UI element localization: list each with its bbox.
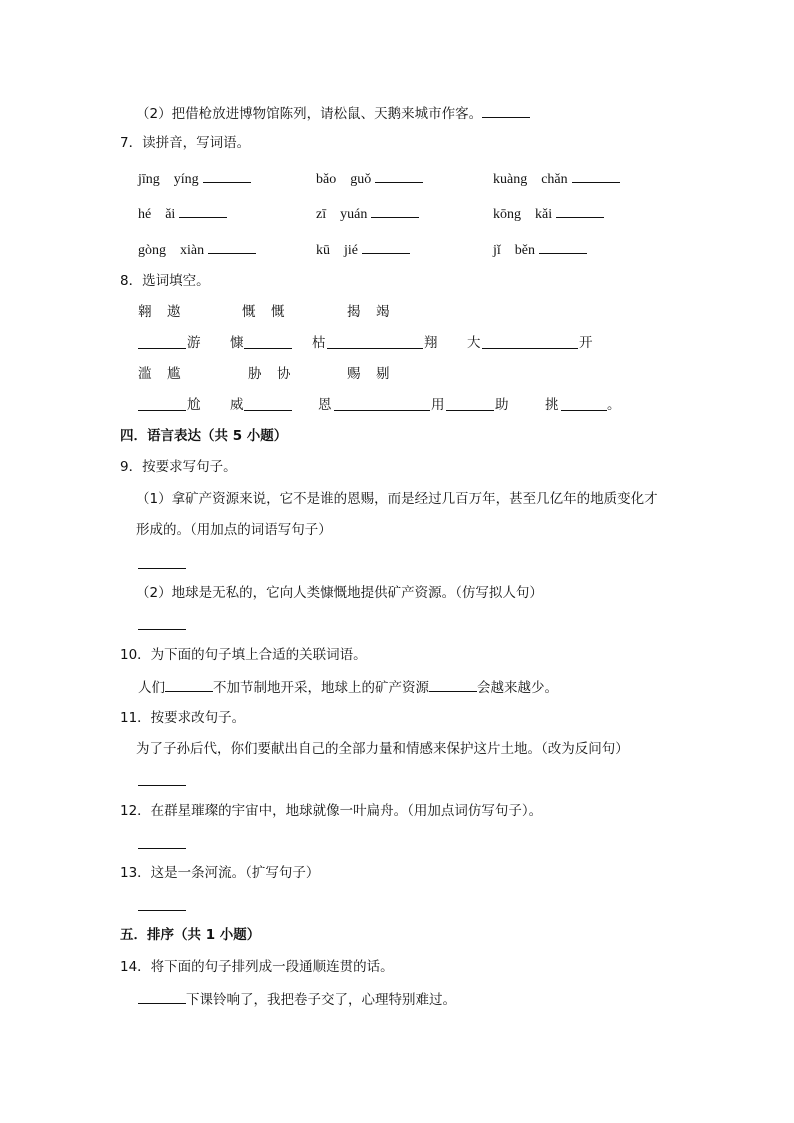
word-choice-pair: 慨 慨: [242, 304, 286, 320]
pinyin-item: jǐ běn: [493, 239, 587, 260]
q9-title: 9．按要求写句子。: [120, 459, 237, 475]
pinyin-item: kōng kǎi: [493, 203, 604, 224]
answer-blank[interactable]: [208, 239, 256, 254]
q13-title: 13．这是一条河流。（扩写句子）: [120, 865, 320, 881]
word-choice-pair: 赐 剔: [347, 366, 391, 382]
pinyin-item: gòng xiàn: [138, 239, 256, 260]
answer-blank[interactable]: [244, 410, 292, 411]
answer-blank[interactable]: [138, 629, 186, 630]
q6-sub2: （2）把借枪放进博物馆陈列，请松鼠、天鹅来城市作客。: [136, 103, 530, 123]
pinyin-item: zī yuán: [316, 203, 419, 224]
q11-title: 11．按要求改句子。: [120, 710, 246, 726]
fill-char: 大: [467, 335, 481, 351]
q9-sub1-line1: （1）拿矿产资源来说，它不是谁的恩赐，而是经过几百万年，甚至几亿年的地质变化才: [136, 491, 658, 507]
answer-blank[interactable]: [244, 348, 292, 349]
pinyin-item: kuàng chǎn: [493, 168, 620, 189]
answer-blank[interactable]: [446, 410, 494, 411]
answer-blank[interactable]: [556, 203, 604, 218]
answer-blank[interactable]: [138, 568, 186, 569]
q14-title: 14．将下面的句子排列成一段通顺连贯的话。: [120, 959, 394, 975]
answer-blank[interactable]: [138, 848, 186, 849]
answer-blank[interactable]: [138, 785, 186, 786]
answer-blank[interactable]: [362, 239, 410, 254]
answer-blank[interactable]: [371, 203, 419, 218]
answer-blank[interactable]: [138, 348, 186, 349]
fill-char: 尬: [187, 397, 201, 413]
fill-char: 慷: [230, 335, 244, 351]
answer-blank[interactable]: [203, 168, 251, 183]
pinyin-item: kū jié: [316, 239, 410, 260]
answer-blank[interactable]: [138, 910, 186, 911]
answer-blank[interactable]: [375, 168, 423, 183]
section-heading-4: 四．语言表达（共 5 小题）: [120, 428, 288, 444]
fill-char: 助: [495, 397, 509, 413]
fill-char: 游: [187, 335, 201, 351]
answer-blank[interactable]: [327, 348, 423, 349]
q10-title: 10．为下面的句子填上合适的关联词语。: [120, 647, 367, 663]
q7-title: 7．读拼音，写词语。: [120, 135, 251, 151]
q9-sub2: （2）地球是无私的，它向人类慷慨地提供矿产资源。（仿写拟人句）: [136, 585, 543, 601]
fill-char: 枯: [312, 335, 326, 351]
answer-blank[interactable]: [561, 410, 607, 411]
q10-sentence: 人们 不加节制地开采，地球上的矿产资源 会越来越少。: [138, 677, 558, 697]
fill-char: 。: [607, 397, 621, 413]
answer-blank[interactable]: [539, 239, 587, 254]
pinyin-item: jīng yíng: [138, 168, 251, 189]
word-choice-pair: 揭 竭: [347, 304, 391, 320]
answer-blank[interactable]: [179, 203, 227, 218]
answer-blank[interactable]: [165, 677, 213, 692]
fill-char: 挑: [545, 397, 559, 413]
fill-char: 恩: [318, 397, 332, 413]
section-heading-5: 五．排序（共 1 小题）: [120, 927, 261, 943]
q9-sub1-line2: 形成的。（用加点的词语写句子）: [136, 522, 332, 538]
word-choice-pair: 滥 尴: [138, 366, 182, 382]
q8-title: 8．选词填空。: [120, 273, 210, 289]
answer-blank[interactable]: [334, 410, 430, 411]
word-choice-pair: 翱 遨: [138, 304, 182, 320]
fill-char: 开: [579, 335, 593, 351]
q12-title: 12．在群星璀璨的宇宙中，地球就像一叶扁舟。（用加点词仿写句子）。: [120, 803, 543, 819]
answer-blank[interactable]: [138, 989, 186, 1004]
pinyin-item: bǎo guǒ: [316, 168, 423, 189]
answer-blank[interactable]: [482, 348, 578, 349]
answer-blank[interactable]: [482, 103, 530, 118]
q11-sentence: 为了子孙后代，你们要献出自己的全部力量和情感来保护这片土地。（改为反问句）: [136, 741, 629, 757]
answer-blank[interactable]: [429, 677, 477, 692]
fill-char: 用: [431, 397, 445, 413]
fill-char: 威: [230, 397, 244, 413]
q14-sentence: 下课铃响了，我把卷子交了，心理特别难过。: [138, 989, 456, 1009]
fill-char: 翔: [424, 335, 438, 351]
answer-blank[interactable]: [572, 168, 620, 183]
pinyin-item: hé ǎi: [138, 203, 227, 224]
answer-blank[interactable]: [138, 410, 186, 411]
word-choice-pair: 胁 协: [248, 366, 292, 382]
